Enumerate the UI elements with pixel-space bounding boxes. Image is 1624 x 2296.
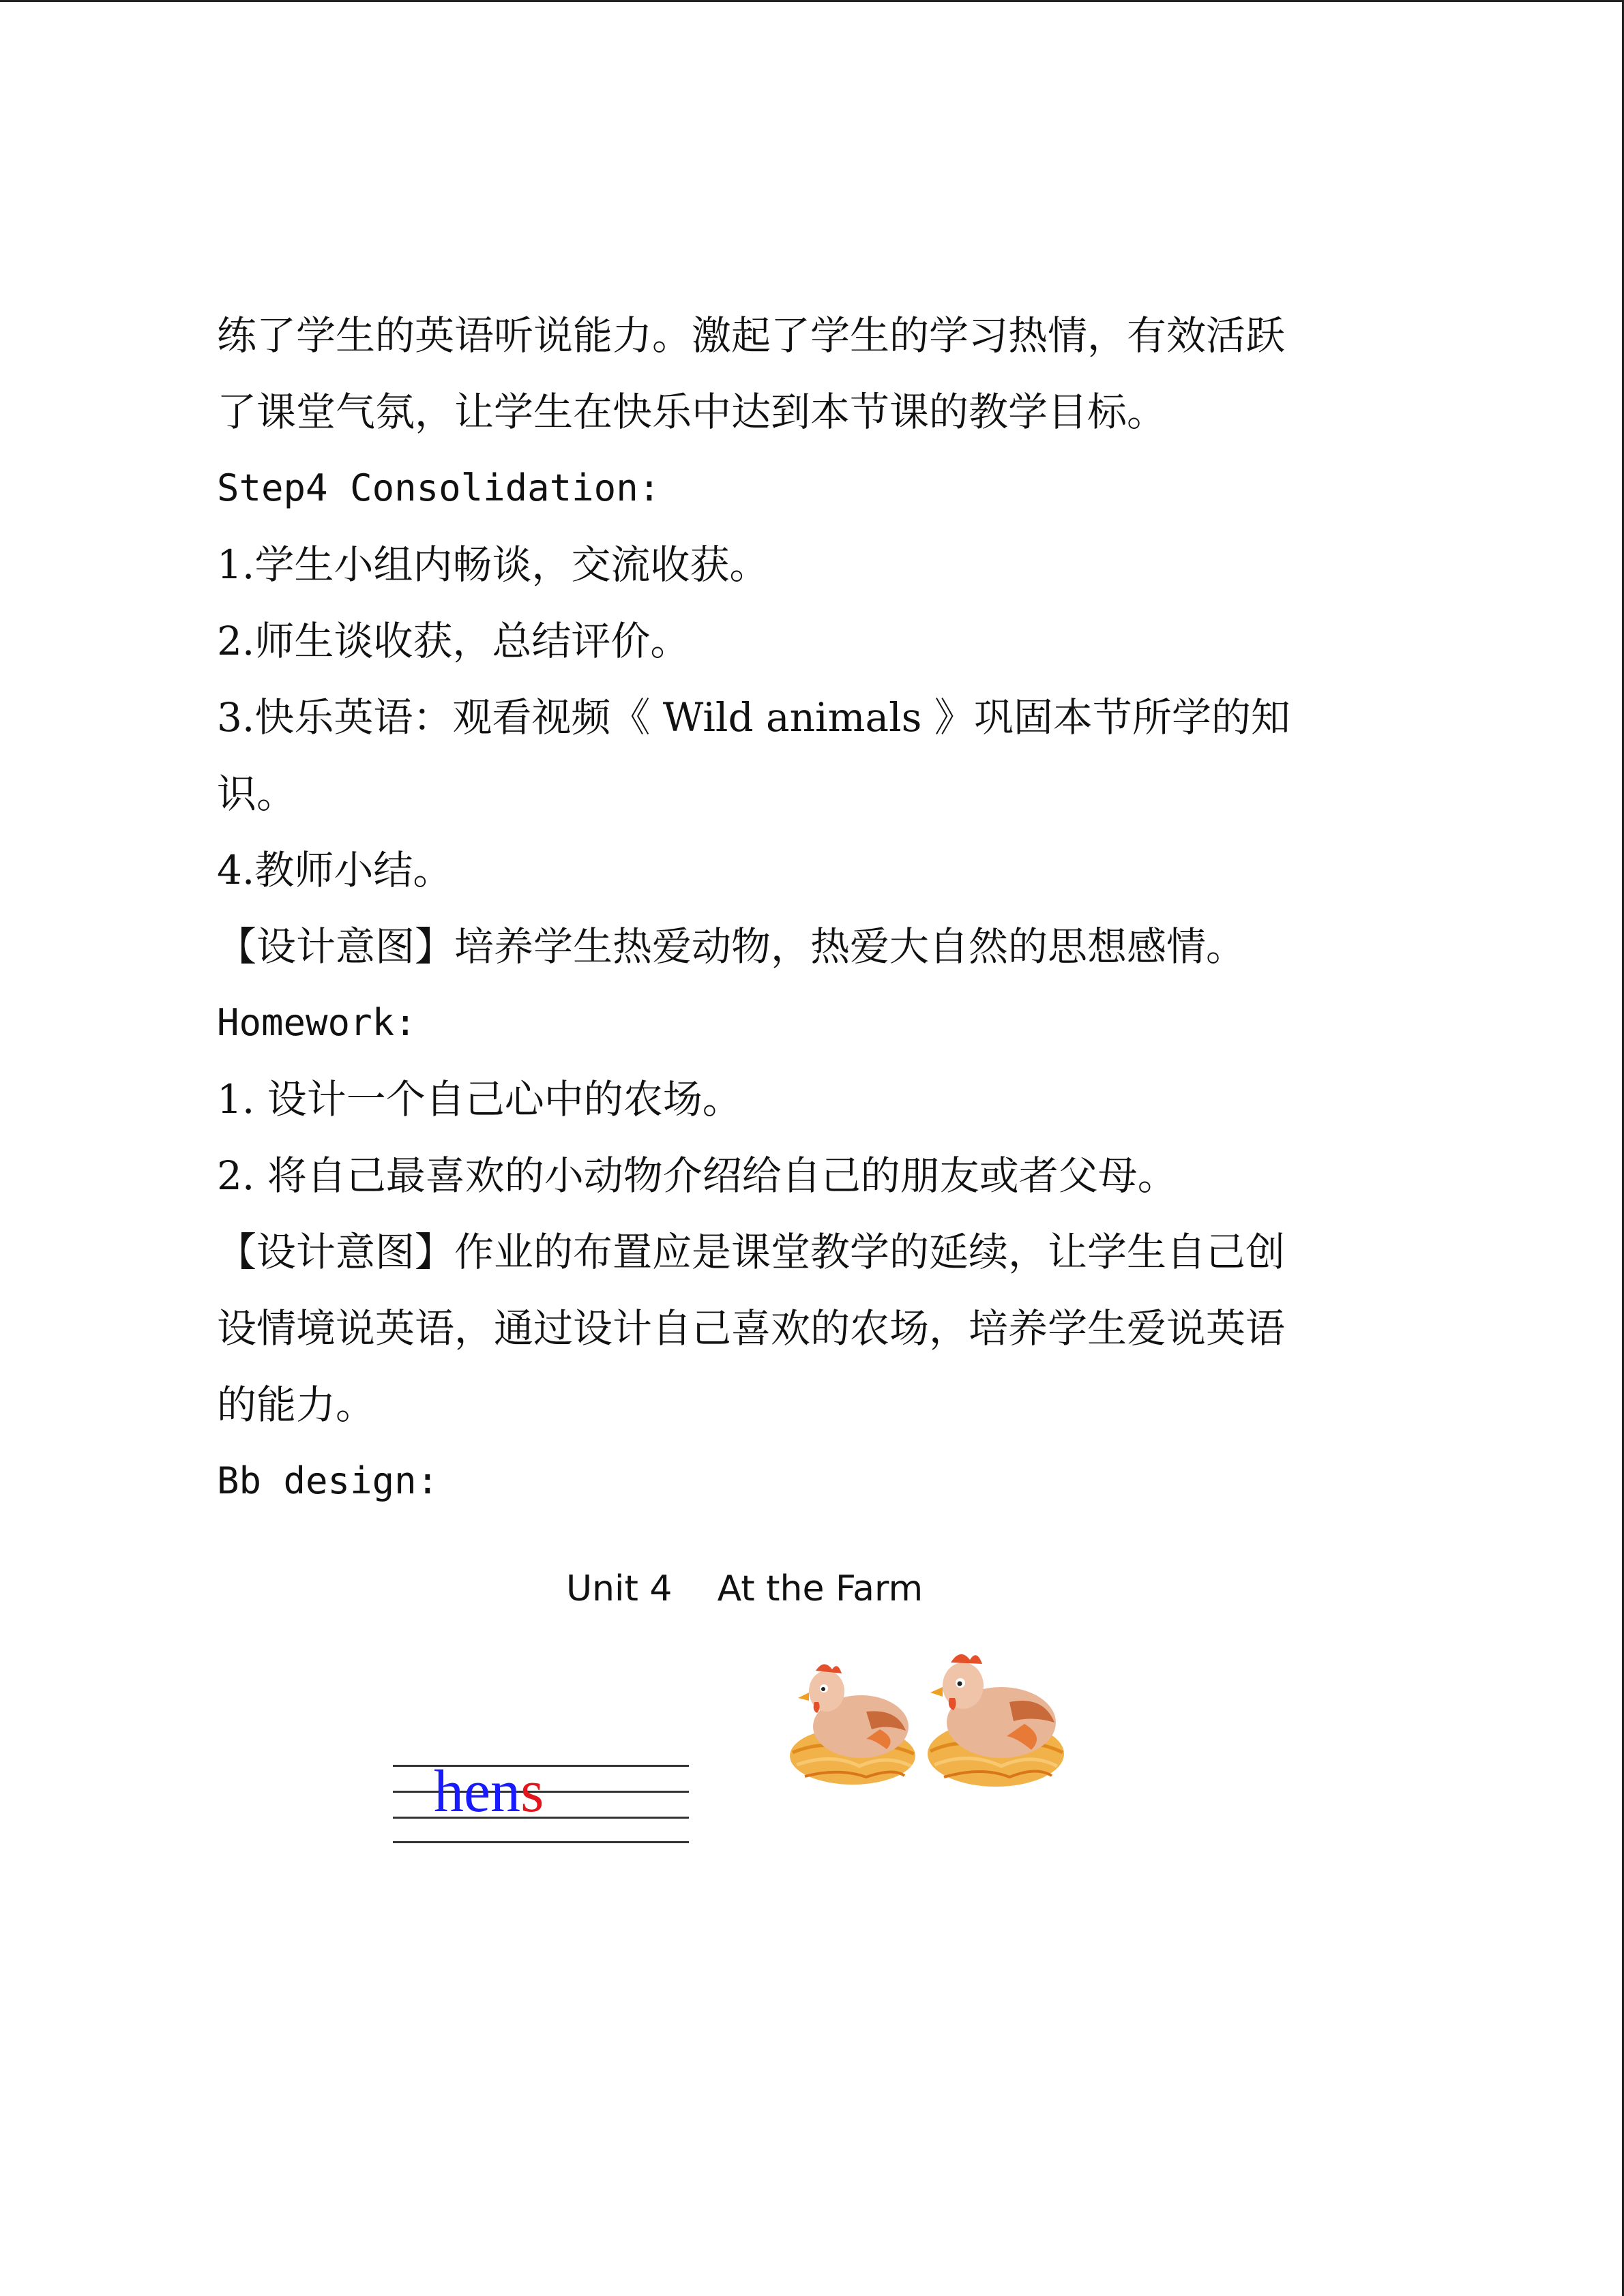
text-line-2: 了课堂气氛，让学生在快乐中达到本节课的教学目标。 <box>217 389 1167 435</box>
bb-design-heading: Bb design: <box>217 1459 439 1502</box>
text-line-14: 设情境说英语，通过设计自己喜欢的农场，培养学生爱说英语 <box>217 1305 1286 1352</box>
text-line-15: 的能力。 <box>217 1382 376 1428</box>
design-intent-1: 【设计意图】培养学生热爱动物，热爱大自然的思想感情。 <box>217 923 1246 970</box>
text-line-6: 3.快乐英语：观看视频《 Wild animals 》巩固本节所学的知 <box>217 694 1290 741</box>
homework-heading: Homework: <box>217 1001 417 1044</box>
word-stem: hen <box>434 1759 521 1825</box>
homework-item-1: 1. 设计一个自己心中的农场。 <box>217 1076 742 1122</box>
vocab-word <box>434 1758 544 1826</box>
text-line-8: 4.教师小结。 <box>217 847 453 893</box>
page-border-top <box>0 0 1624 2</box>
document-body <box>217 297 1445 1519</box>
blackboard-title: Unit 4 At the Farm <box>566 1568 924 1609</box>
hen-left <box>790 1664 915 1785</box>
hen-right <box>928 1654 1064 1787</box>
two-hens-icon <box>784 1637 1071 1800</box>
step4-heading: Step4 Consolidation: <box>217 466 661 509</box>
text-line-4: 1.学生小组内畅谈，交流收获。 <box>217 541 769 588</box>
word-plural-suffix: s <box>520 1759 544 1825</box>
homework-item-2: 2. 将自己最喜欢的小动物介绍给自己的朋友或者父母。 <box>217 1152 1177 1199</box>
design-intent-2: 【设计意图】作业的布置应是课堂教学的延续，让学生自己创 <box>217 1229 1286 1275</box>
text-line-7: 识。 <box>217 771 297 817</box>
text-line-5: 2.师生谈收获，总结评价。 <box>217 618 690 664</box>
handwriting-lines <box>393 1746 689 1848</box>
text-line-1: 练了学生的英语听说能力。激起了学生的学习热情，有效活跃 <box>217 312 1286 359</box>
ruled-line <box>393 1841 689 1843</box>
